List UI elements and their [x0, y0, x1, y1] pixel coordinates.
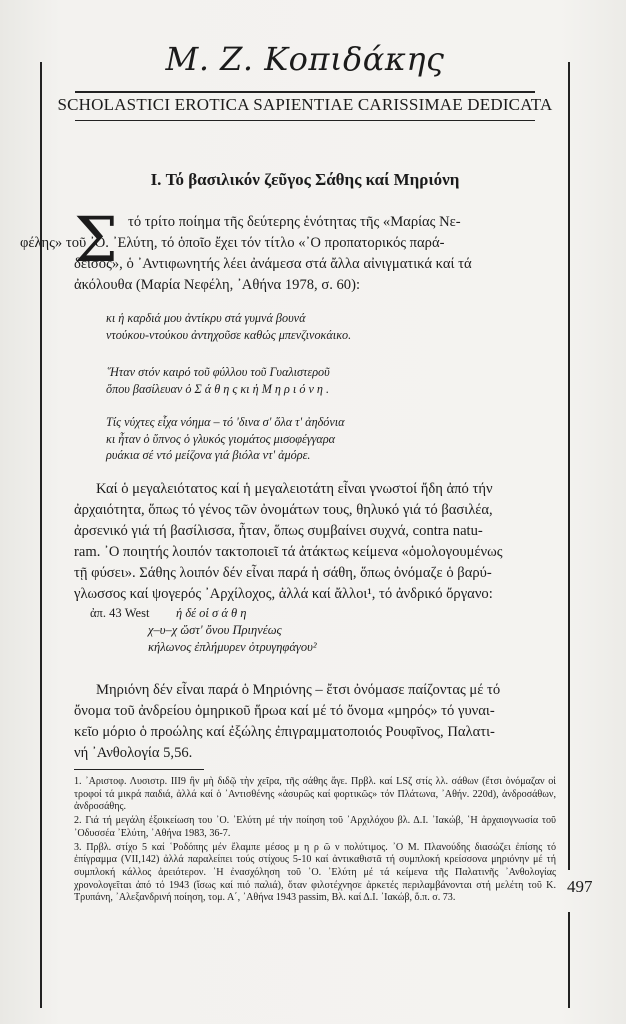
poem-line: Τίς νύχτες εἶχα νόημα – τό 'δινα σ' ὅλα τ' ἀηδόνια — [106, 415, 345, 429]
poem-line: κι ἦταν ὁ ὕπνος ὁ γλυκός γιομάτος μισοφέγγαρα — [106, 431, 336, 446]
right-margin-rule-lower — [568, 912, 570, 1008]
header-rule — [75, 91, 535, 93]
paragraph-line: ἀρχαιότητα, ὅπως τό γένος τῶν ὀνομάτων τους, θηλυκό γιά τό βασιλέα, — [74, 502, 493, 518]
quote-reference: ἀπ. 43 West — [90, 606, 150, 620]
paragraph-line: νή ᾿Ανθολογία 5,56. — [74, 745, 193, 761]
author-name: Μ. Ζ. Κοπιδάκης — [165, 40, 445, 78]
archilochus-quote — [90, 605, 490, 661]
footnotes — [74, 776, 556, 906]
section-heading: I. Τό βασιλικόν ζεῦγος Σάθης καί Μηριόνη — [150, 170, 460, 189]
dedication-rule — [75, 120, 535, 121]
paragraph-line: Καί ὁ μεγαλειότατος καί ἡ μεγαλειοτάτη εἶναι γνωστοί ἤδη ἀπό τήν — [96, 481, 493, 497]
poem-stanza-1 — [106, 310, 466, 343]
intro-line: τό τρίτο ποίημα τῆς δεύτερης ἑνότητας τῆς «Μαρίας Νε- — [128, 214, 461, 230]
page-number: 497 — [567, 877, 593, 896]
paragraph-line: ἀρσενικό γιά τή βασίλισσα, ἦταν, ὅπως συμβαίνει συχνά, contra natu- — [74, 523, 483, 539]
poem-line: ντούκου-ντούκου ἀντηχοῦσε καθώς μπενζινοκάικο. — [106, 327, 352, 342]
intro-line: ἀκόλουθα (Μαρία Νεφέλη, ᾿Αθήνα 1978, σ. 60): — [74, 277, 361, 293]
dedication-line: SCHOLASTICI EROTICA SAPIENTIAE CARISSIMAE DEDICATA — [57, 95, 553, 114]
left-margin-rule — [40, 62, 42, 1008]
quote-line: χ–υ–χ ὥστ' ὄνου Πριηνέως — [148, 623, 282, 637]
paragraph-line: γλωσσος καί ψογερός ᾿Αρχίλοχος, ἀλλά καί ἄλλοι¹, τό ἀνδρικό ὄργανο: — [74, 586, 493, 602]
poem-line: ῞Ηταν στόν καιρό τοῦ φύλλου τοῦ Γυαλιστεροῦ — [106, 365, 330, 379]
poem-line: ὅπου βασίλευαν ὁ Σ ά θ η ς κι ἡ Μ η ρ ι ό ν η . — [106, 381, 330, 396]
poem-line: κι ἡ καρδιά μου ἀντίκρυ στά γυμνά βουνά — [106, 311, 306, 325]
poem-stanza-2 — [106, 364, 466, 397]
poem-stanza-3 — [106, 414, 466, 464]
footnote-2: 2. Γιά τή μεγάλη ἐξοικείωση του ᾿Ο. ᾿Ελύτη μέ τήν ποίηση τοῦ ᾿Αρχιλόχου βλ. Δ.Ι. ᾿Ιακώβ, ῾Η ἀρχαιογνωσία τοῦ ᾿Οδυσσέα ᾿Ελύτη, ᾿Αθήνα 1983, 36-7. — [74, 815, 556, 839]
footnote-1: 1. ᾿Αριστοφ. Λυσιστρ. ΙΙΙ9 ἢν μὴ διδῷ τὴν χεῖρα, τῆς σάθης ἄγε. Πρβλ. καί LSζ στίς λλ. σάθων (ἔτσι ὀνόμαζαν οἱ τροφοί τά μικρά παιδιά, ἀλλά καί ὁ ᾿Αντισθένης «ἀσυρῶς καί φορτικῶς» τόν Πλάτωνα, ᾿Αθήν. 220d), ἀνδροσάθων, ἀνδροσάθης. — [74, 776, 556, 813]
footnote-3: 3. Πρβλ. στίχο 5 καί ῾Ροδόπης μέν ἔλαμπε μέσος μ η ρ ῶ ν πολύτιμος. ᾿Ο Μ. Πλανούδης διασώζει ἐπίσης τό ἐπίγραμμα (VII,142) ἀλλά παραλείπει τούς στίχους 5-10 καί ἀντικαθιστᾶ τή συμπλοκή κρείσσονα μηριόνην μέ τή συμπλοκή κάλλος ἀρειότερον. ῾Η ἐνασχόληση τοῦ ᾿Ο. ᾿Ελύτη μέ τά κείμενα τῆς Παλατινῆς ᾿Ανθολογίας χρονολογεῖται ἀπό τό 1943 (ἴσως καί πιό παλιά), ὅταν φιλοτέχνησε ἀρκετές περιλαμβάνονται στή μελέτη τοῦ Κ. Τρυπάνη, ᾿Αλεξανδρινή ποίηση, τομ. Α΄, ᾿Αθήνα 1943 passim, Βλ. καί Δ.Ι. ᾿Ιακώβ, ὅ.π. σ. 73. — [74, 841, 556, 904]
paragraph-line: ram. ᾿Ο ποιητής λοιπόν τακτοποιεῖ τά ἀτάκτως κείμενα «ὁμολογουμένως — [74, 544, 503, 560]
poem-line: ρυάκια σέ ντό μείζονα γιά βιόλα ντ' ἀμόρε. — [106, 448, 311, 462]
drop-cap: Σ — [74, 203, 118, 276]
paragraph-line: ὄνομα τοῦ ἀνδρείου ὁμηρικοῦ ἥρωα καί μέ τό ὄνομα «μηρός» τό γυναι- — [74, 703, 495, 719]
intro-line: φέλης» τοῦ ᾿Ο. ᾿Ελύτη, τό ὁποῖο ἔχει τόν τίτλο «᾿Ο προπατορικός παρά- — [20, 235, 445, 251]
footnote-separator — [74, 769, 204, 770]
intro-paragraph — [20, 203, 556, 296]
intro-line: δεισος», ὁ ᾿Αντιφωνητής λέει ἀνάμεσα στά ἄλλα αἰνιγματικά καί τά — [74, 256, 472, 272]
quote-line: κήλωνος ἐπλήμυρεν ὀτρυγηφάγου² — [148, 640, 317, 654]
paragraph-line: κεῖο μόριο ὁ προώλης καί ἐξώλης ἐπιγραμματοποιός Ρουφῖνος, Παλατι- — [74, 724, 495, 740]
paragraph-2 — [74, 479, 556, 605]
quote-line: ἡ δέ οἱ σ ά θ η — [176, 606, 247, 620]
paragraph-line: Μηριόνη δέν εἶναι παρά ὁ Μηριόνης – ἔτσι ὀνόμασε παίζοντας μέ τό — [96, 682, 501, 698]
paragraph-line: τῇ φύσει». Σάθης λοιπόν δέν εἶναι παρά ἡ σάθη, ὅπως ὀνόμαζε ὁ βαρύ- — [74, 565, 492, 581]
paragraph-3 — [74, 680, 556, 764]
